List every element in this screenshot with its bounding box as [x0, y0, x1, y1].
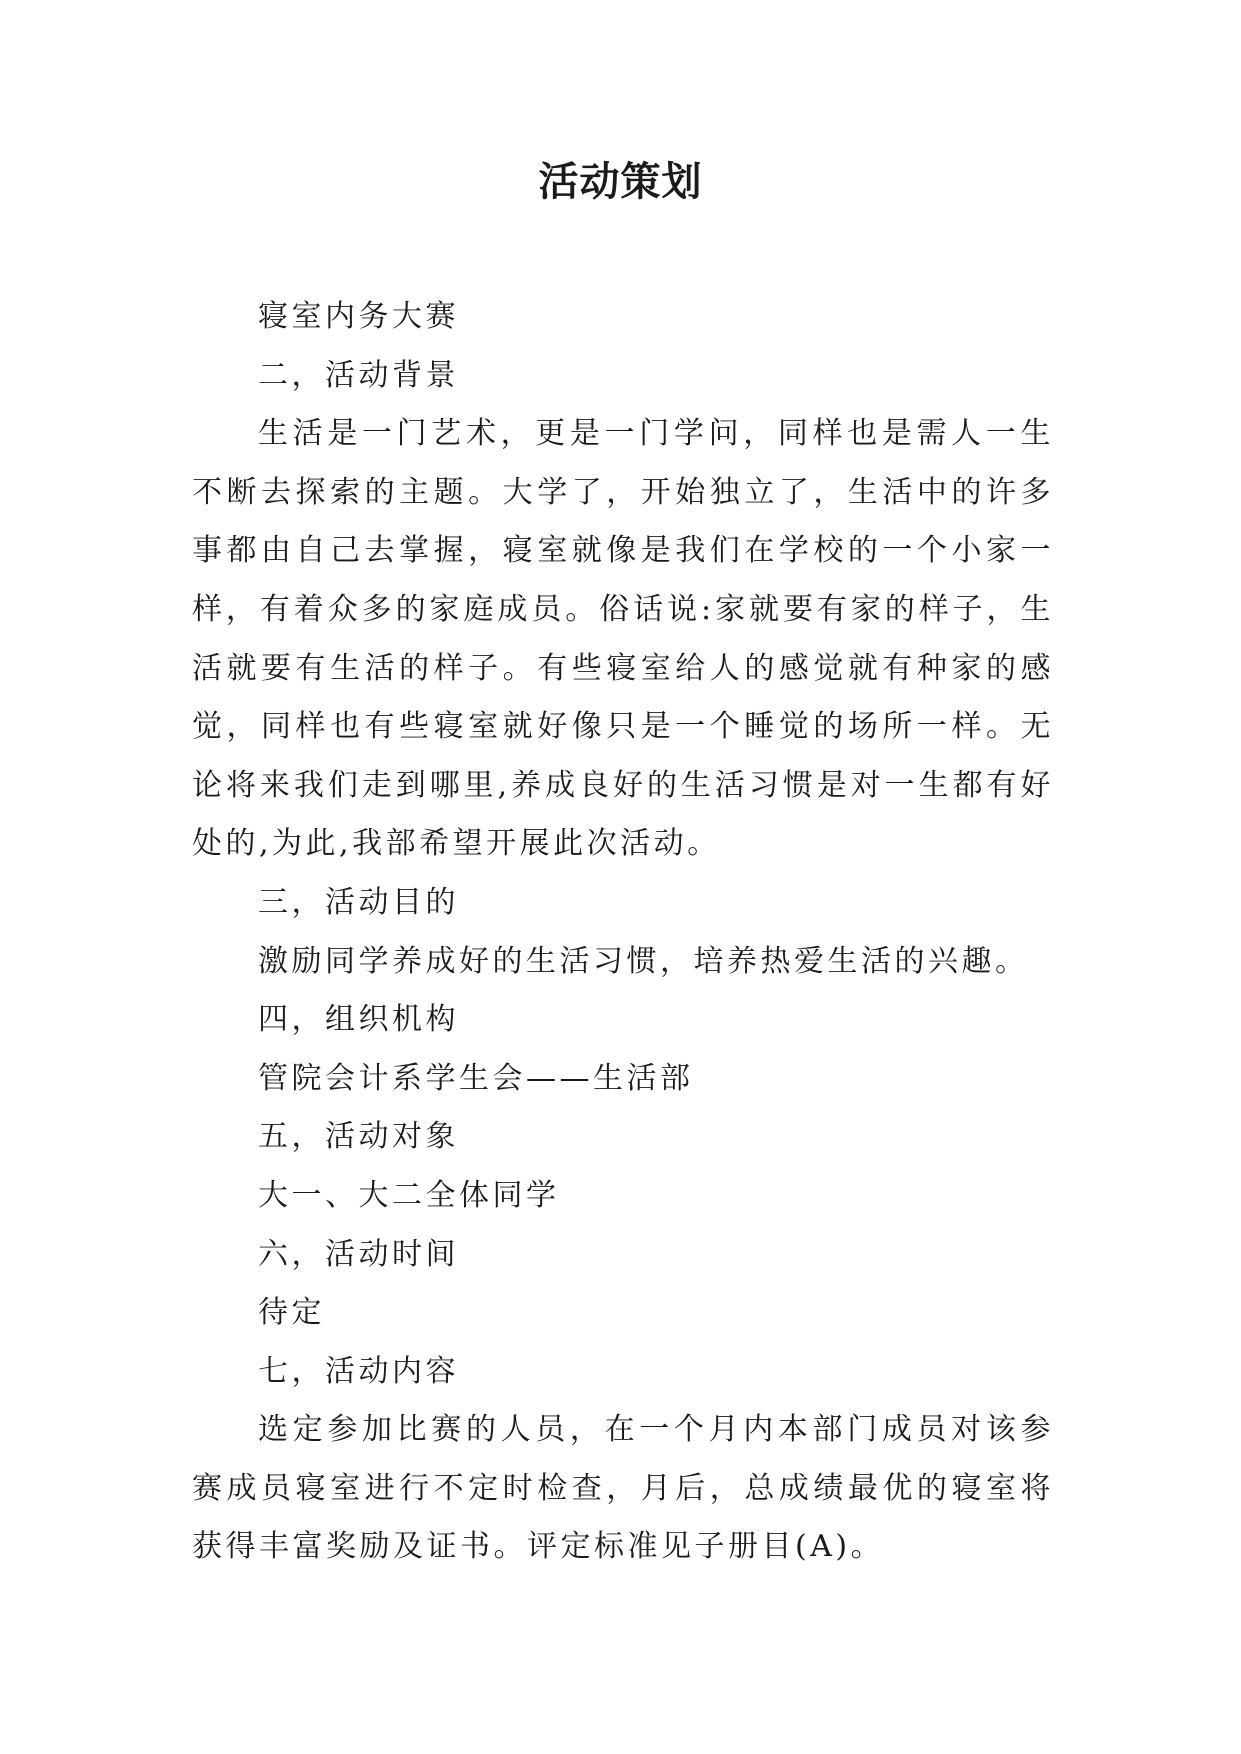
- event-name: 寝室内务大赛: [258, 299, 459, 334]
- section-heading-content: 七，活动内容: [258, 1353, 459, 1389]
- section-heading-background: 二，活动背景: [258, 357, 459, 393]
- background-paragraph: 生活是一门艺术，更是一门学问，同样也是需人一生不断去探索的主题。大学了，开始独立了，生活中的许多事都由自己去掌握，寝室就像是我们在学校的一个小家一样，有着众多的家庭成员。俗话说:家就要有家的样子，生活就要有生活的样子。有些寝室给人的感觉就有种家的感觉，同样也有些寝室就好像只是一个睡觉的场所一样。无论将来我们走到哪里,养成良好的生活习惯是对一生都有好处的,为此,我部希望开展此次活动。: [192, 416, 1054, 862]
- section-heading-organization: 四，组织机构: [258, 1002, 459, 1038]
- content-paragraph: 选定参加比赛的人员，在一个月内本部门成员对该参赛成员寝室进行不定时检查，月后，总成绩最优的寝室将获得丰富奖励及证书。评定标准见子册目(A)。: [192, 1412, 1054, 1565]
- purpose-paragraph: 激励同学养成好的生活习惯，培养热爱生活的兴趣。: [258, 943, 1029, 979]
- organization-paragraph: 管院会计系学生会——生活部: [258, 1060, 694, 1096]
- document-body: [192, 288, 1054, 1577]
- audience-paragraph: 大一、大二全体同学: [258, 1177, 560, 1213]
- section-heading-time: 六，活动时间: [258, 1236, 459, 1272]
- section-heading-audience: 五，活动对象: [258, 1119, 459, 1155]
- time-paragraph: 待定: [258, 1295, 325, 1331]
- document-title: 活动策划: [538, 158, 703, 205]
- section-heading-purpose: 三，活动目的: [258, 884, 459, 920]
